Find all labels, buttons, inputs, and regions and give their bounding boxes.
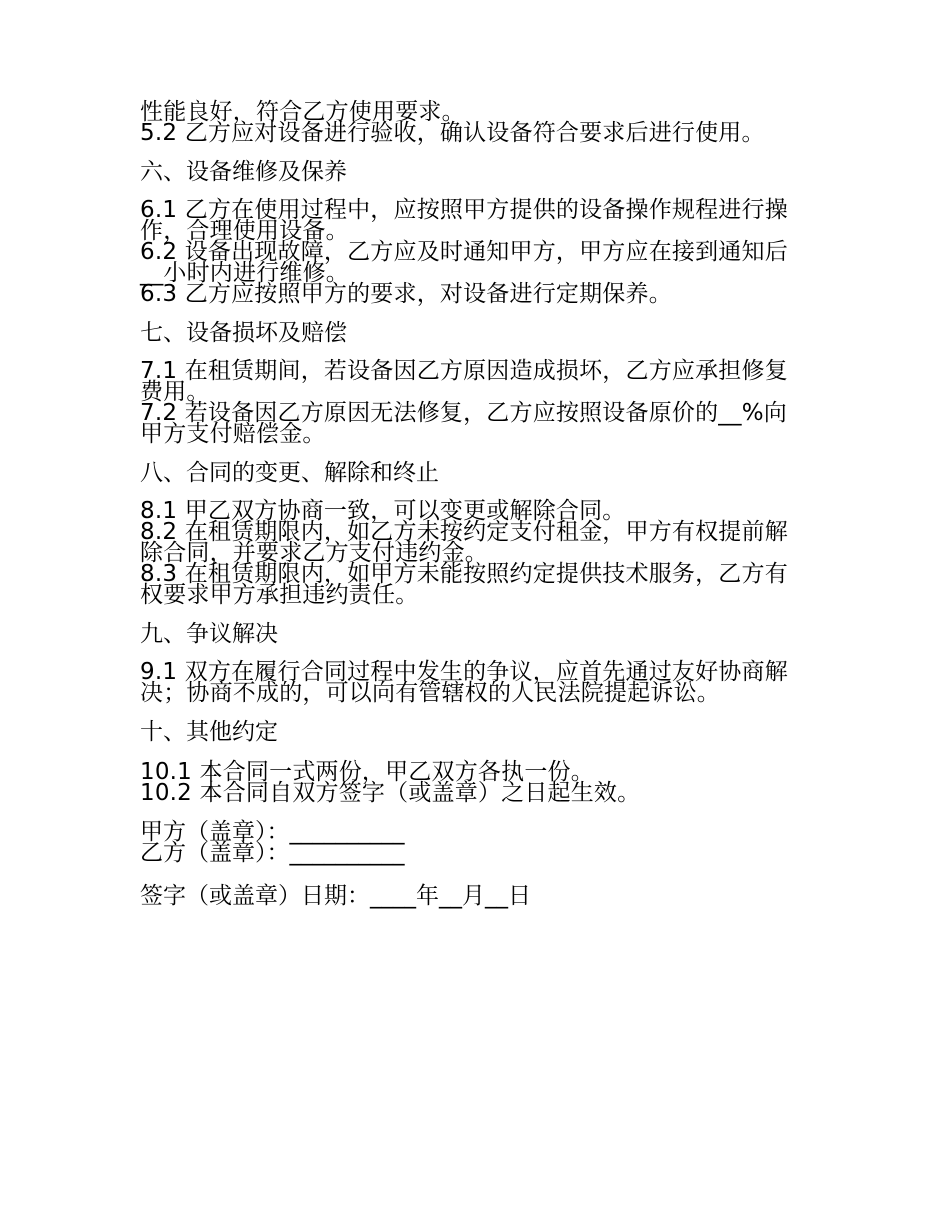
section-heading-6: 六、设备维修及保养 bbox=[140, 159, 347, 185]
section-heading-7: 七、设备损坏及赔偿 bbox=[140, 320, 347, 346]
clause-6-2: 6.2 设备出现故障，乙方应及时通知甲方，甲方应在接到通知后__小时内进行维修。 bbox=[140, 239, 788, 286]
clause-7-1: 7.1 在租赁期间，若设备因乙方原因造成损坏，乙方应承担修复费用。 bbox=[140, 358, 788, 405]
clause-8-1: 8.1 甲乙双方协商一致，可以变更或解除合同。 bbox=[140, 498, 626, 524]
section-heading-8: 八、合同的变更、解除和终止 bbox=[140, 460, 439, 486]
clause-6-3: 6.3 乙方应按照甲方的要求，对设备进行定期保养。 bbox=[140, 281, 672, 307]
clause-8-3: 8.3 在租赁期限内，如甲方未能按照约定提供技术服务，乙方有权要求甲方承担违约责任。 bbox=[140, 561, 788, 608]
clause-9-1: 9.1 双方在履行合同过程中发生的争议，应首先通过友好协商解决；协商不成的，可以向有管辖权的人民法院提起诉讼。 bbox=[140, 659, 788, 706]
clause-10-2: 10.2 本合同自双方签字（或盖章）之日起生效。 bbox=[140, 780, 641, 806]
clause-7-2: 7.2 若设备因乙方原因无法修复，乙方应按照设备原价的__%向甲方支付赔偿金。 bbox=[140, 400, 787, 447]
signature-party-b: 乙方（盖章）：__________ bbox=[140, 840, 405, 866]
clause-10-1: 10.1 本合同一式两份，甲乙双方各执一份。 bbox=[140, 759, 594, 785]
signature-party-a: 甲方（盖章）：__________ bbox=[140, 819, 405, 845]
section-heading-10: 十、其他约定 bbox=[140, 719, 278, 745]
signature-date-line: 签字（或盖章）日期：____年__月__日 bbox=[140, 883, 531, 909]
paragraph-5-1-tail: 性能良好，符合乙方使用要求。 bbox=[140, 99, 465, 125]
clause-8-2: 8.2 在租赁期限内，如乙方未按约定支付租金，甲方有权提前解除合同，并要求乙方支付违约金。 bbox=[140, 519, 788, 566]
clause-6-1: 6.1 乙方在使用过程中，应按照甲方提供的设备操作规程进行操作，合理使用设备。 bbox=[140, 197, 788, 244]
section-heading-9: 九、争议解决 bbox=[140, 621, 278, 647]
contract-page bbox=[140, 99, 810, 910]
clause-5-2: 5.2 乙方应对设备进行验收，确认设备符合要求后进行使用。 bbox=[140, 120, 765, 146]
